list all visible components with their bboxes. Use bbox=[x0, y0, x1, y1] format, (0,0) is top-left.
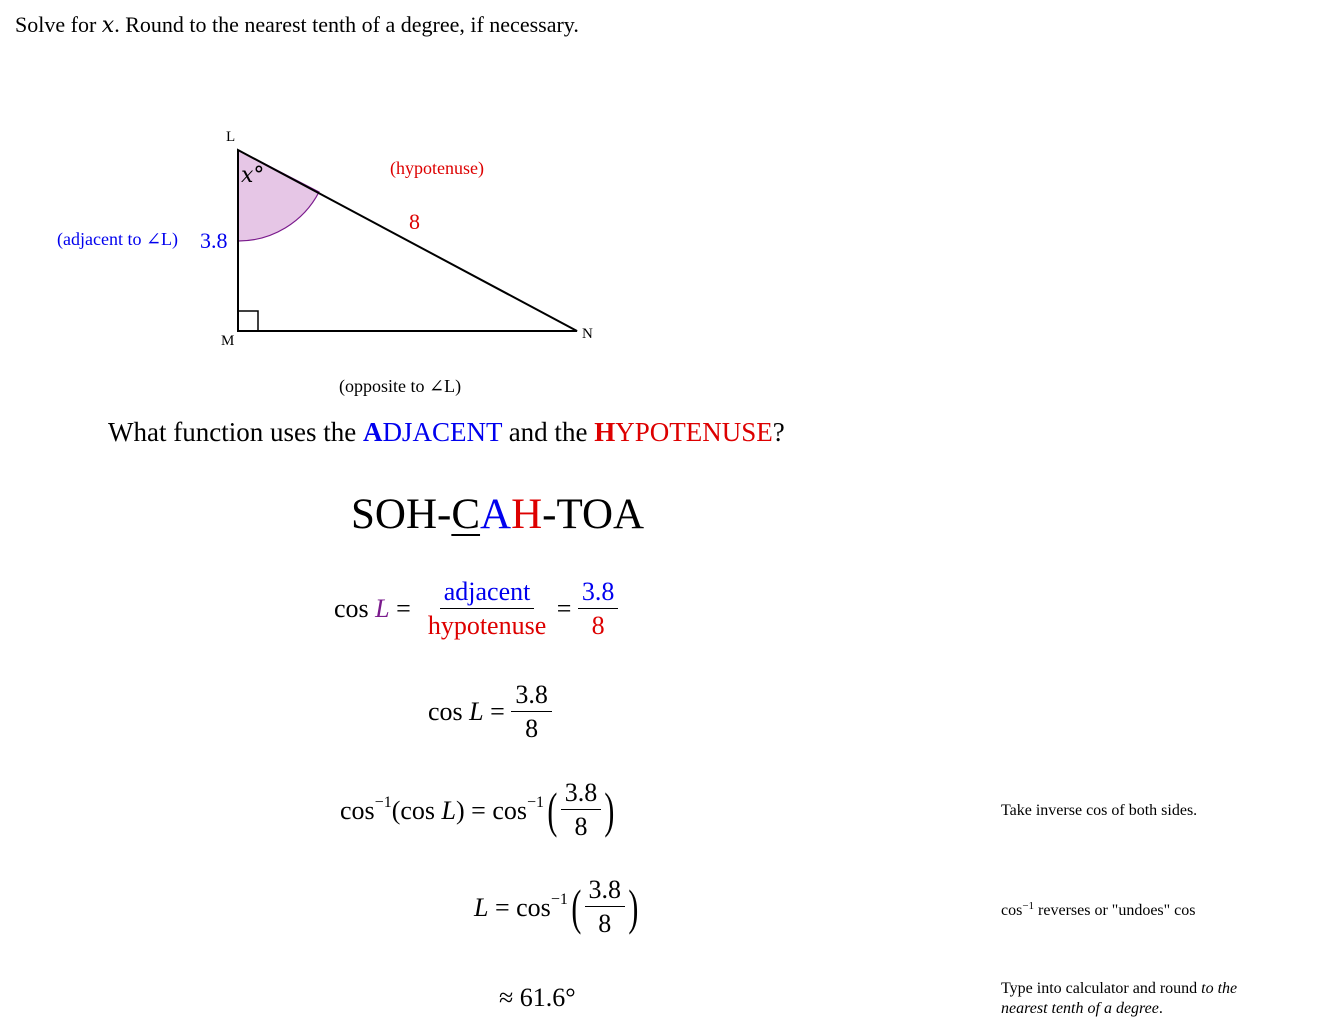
mnemonic-h: H bbox=[511, 491, 543, 538]
step3-fraction bbox=[561, 779, 602, 841]
step3-lhs-arg-close: ) bbox=[456, 795, 465, 825]
note-step-3: Take inverse cos of both sides. bbox=[1001, 802, 1198, 819]
question-mid: and the bbox=[501, 417, 595, 447]
mnemonic-a: A bbox=[480, 491, 512, 538]
step1-denominator: hypotenuse bbox=[427, 611, 547, 641]
step4-left-paren: ( bbox=[571, 878, 582, 935]
step3-lhs-cos: cos bbox=[340, 795, 375, 825]
opposite-label: (opposite to ∠L) bbox=[339, 376, 462, 396]
prompt-variable: x bbox=[101, 13, 115, 38]
question-adjacent-rest: DJACENT bbox=[382, 417, 502, 447]
adjacent-value: 3.8 bbox=[200, 228, 228, 253]
step1-equals: = bbox=[389, 593, 418, 623]
step2-numerator: 3.8 bbox=[511, 681, 552, 712]
note2-cos: cos bbox=[1001, 902, 1023, 919]
triangle-diagram bbox=[0, 0, 700, 360]
prompt-pre: Solve for bbox=[15, 12, 102, 37]
note-step-4 bbox=[1001, 900, 1196, 920]
step1-value-denominator: 8 bbox=[591, 611, 605, 641]
mnemonic-soh: SOH- bbox=[351, 491, 452, 538]
step2-angle: L bbox=[469, 696, 484, 726]
step2-cos: cos bbox=[428, 696, 470, 726]
equation-step-5 bbox=[499, 983, 576, 1013]
equation-step-3 bbox=[340, 779, 618, 841]
note3-pre: Type into calculator and round bbox=[1001, 980, 1202, 997]
right-angle-marker bbox=[238, 311, 258, 331]
step1-value-fraction bbox=[578, 578, 619, 640]
prompt-post: . Round to the nearest tenth of a degree, if necessary. bbox=[114, 12, 579, 37]
question-hypotenuse-rest: YPOTENUSE bbox=[615, 417, 773, 447]
equation-step-2 bbox=[428, 681, 552, 743]
step4-angle: L bbox=[474, 892, 489, 922]
step2-equals: = bbox=[483, 696, 512, 726]
step2-denominator: 8 bbox=[525, 714, 539, 744]
step3-denominator: 8 bbox=[574, 812, 588, 842]
note3-italic-2: nearest tenth of a degree bbox=[1001, 1000, 1159, 1017]
vertex-label-m: M bbox=[221, 333, 235, 349]
angle-label: x° bbox=[241, 163, 265, 188]
vertex-label-l: L bbox=[226, 129, 236, 145]
step3-numerator: 3.8 bbox=[561, 779, 602, 810]
step1-equals-2: = bbox=[550, 593, 578, 623]
step1-ratio-fraction bbox=[424, 578, 550, 640]
step1-value-numerator: 3.8 bbox=[578, 578, 619, 609]
note2-rest: reverses or "undoes" cos bbox=[1034, 902, 1196, 919]
mnemonic-c: C bbox=[451, 491, 481, 538]
step3-rhs-superscript: −1 bbox=[527, 793, 545, 811]
question-post: ? bbox=[772, 417, 785, 447]
step3-lhs-arg-open: (cos bbox=[391, 795, 442, 825]
step3-equals: = bbox=[464, 795, 493, 825]
equation-step-1 bbox=[334, 578, 618, 640]
step3-angle: L bbox=[441, 795, 456, 825]
step4-superscript: −1 bbox=[550, 890, 568, 908]
hypotenuse-label: (hypotenuse) bbox=[390, 158, 484, 178]
mnemonic-toa: -TOA bbox=[542, 491, 645, 538]
step4-cos: cos bbox=[516, 892, 551, 922]
step1-cos: cos bbox=[334, 593, 376, 623]
vertex-label-n: N bbox=[582, 326, 593, 342]
adjacent-label: (adjacent to ∠L) bbox=[57, 229, 179, 249]
step3-lhs-superscript: −1 bbox=[374, 793, 392, 811]
step5-approx: ≈ bbox=[499, 983, 520, 1012]
step1-numerator: adjacent bbox=[440, 578, 535, 609]
note3-italic-1: to the bbox=[1201, 980, 1238, 997]
question-hypotenuse-initial: H bbox=[594, 417, 616, 447]
step3-right-paren: ) bbox=[604, 781, 615, 838]
step4-right-paren: ) bbox=[628, 878, 639, 935]
step4-denominator: 8 bbox=[598, 909, 612, 939]
step3-left-paren: ( bbox=[547, 781, 558, 838]
question-text bbox=[108, 417, 785, 448]
hypotenuse-value: 8 bbox=[409, 209, 420, 234]
step4-fraction bbox=[585, 876, 626, 938]
step2-fraction bbox=[511, 681, 552, 743]
note-step-5 bbox=[1001, 979, 1237, 1019]
soh-cah-toa-mnemonic bbox=[351, 490, 644, 539]
step5-result: 61.6° bbox=[519, 983, 576, 1012]
note2-superscript: −1 bbox=[1022, 900, 1035, 912]
question-adjacent-initial: A bbox=[362, 417, 383, 447]
step4-equals: = bbox=[488, 892, 517, 922]
equation-step-4 bbox=[474, 876, 642, 938]
step3-rhs-cos: cos bbox=[492, 795, 528, 825]
question-pre: What function uses the bbox=[108, 417, 363, 447]
step4-numerator: 3.8 bbox=[585, 876, 626, 907]
note3-post: . bbox=[1158, 1000, 1163, 1017]
step1-angle: L bbox=[375, 593, 390, 623]
